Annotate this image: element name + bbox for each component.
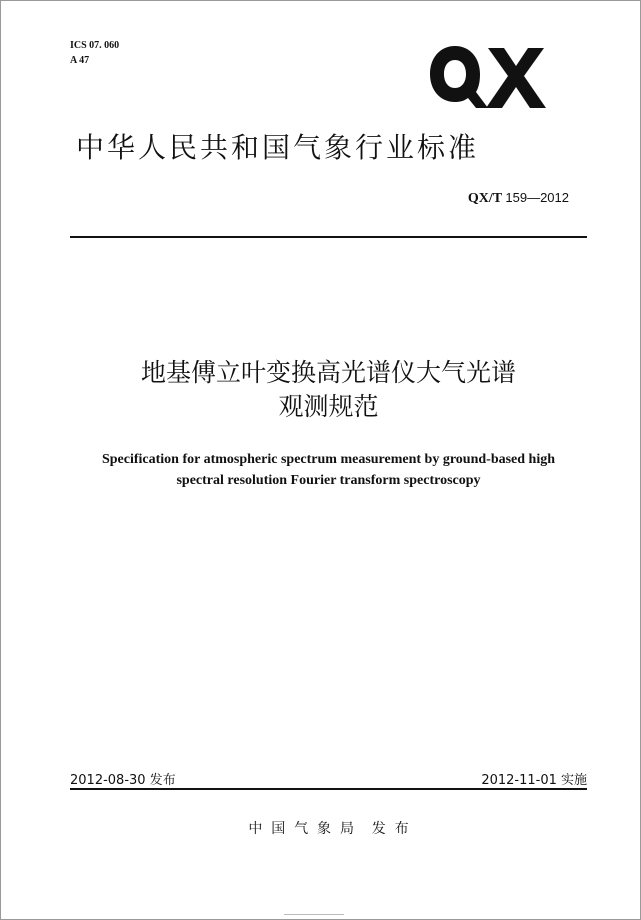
title-chinese-line1: 地基傅立叶变换高光谱仪大气光谱 [140, 358, 516, 387]
bottom-divider [70, 788, 587, 790]
ics-code: ICS 07. 060 [70, 40, 120, 51]
qx-logo [422, 32, 552, 122]
classification-block [70, 38, 119, 68]
title-english [70, 449, 587, 491]
top-divider [70, 236, 587, 238]
standard-number [468, 190, 569, 207]
standard-number-value: 159—2012 [505, 190, 569, 205]
standard-number-prefix: QX/T [467, 191, 506, 206]
publisher: 中 国 气 象 局 发 布 [248, 821, 409, 837]
bottom-edge-mark [284, 914, 344, 915]
title-chinese [70, 356, 587, 424]
classification-code: A 47 [70, 55, 90, 66]
title-english-line2: spectral resolution Fourier transform spectroscopy [176, 473, 481, 488]
date-row [70, 769, 587, 787]
qx-logo-q [430, 46, 488, 108]
org-title: 中华人民共和国气象行业标准 [76, 131, 480, 164]
title-chinese-line2: 观测规范 [278, 392, 379, 421]
issue-date: 2012-08-30 发布 [70, 773, 176, 788]
qx-logo-x [486, 48, 546, 108]
title-english-line1: Specification for atmospheric spectrum measurement by ground-based high [101, 452, 556, 467]
effective-date: 2012-11-01 实施 [481, 773, 587, 788]
